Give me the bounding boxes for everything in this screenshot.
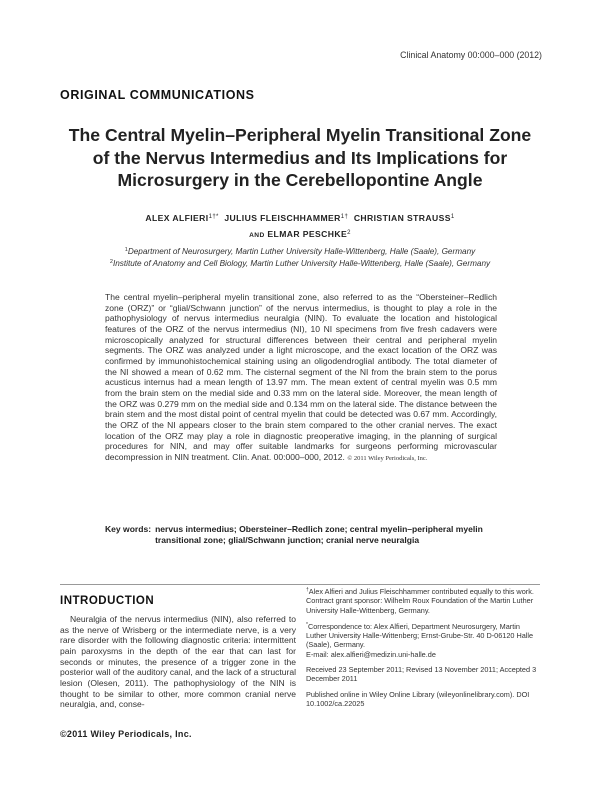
affiliation-text: Institute of Anatomy and Cell Biology, Martin Luther University Halle-Wittenberg, Halle (Saale), Germany [112,259,491,268]
footnote-equal-contribution: †Alex Alfieri and Julius Fleischhammer contributed equally to this work. [306,587,534,596]
abstract-copyright: © 2011 Wiley Periodicals, Inc. [347,454,428,462]
author-name: JULIUS FLEISCHHAMMER [224,213,341,223]
affiliation-line [55,257,545,269]
footnote-correspondence: *Correspondence to: Alex Alfieri, Department Neurosurgery, Martin Luther University Halle-Wittenberg; Ernst-Grube-Str. 40 D-06120 Halle (Saale), Germany. [306,621,534,650]
footnote-asterisk: * [306,621,308,628]
abstract [105,292,497,465]
footnote-dagger: † [306,587,309,593]
keywords-label: Key words: [105,524,152,534]
author-name: CHRISTIAN STRAUSS [353,213,451,223]
article-title: The Central Myelin–Peripheral Myelin Transitional Zone of the Nervus Intermedius and Its Implications for Microsurgery in the Cerebellopontine Angle [68,125,532,190]
author-name: ELMAR PESCHKE [267,229,348,239]
footnote-email: E-mail: alex.alfieri@medizin.uni-halle.de [306,649,436,659]
journal-header: Clinical Anatomy 00:000–000 (2012) [400,50,542,60]
authors-conjunction: AND [249,232,265,239]
footnote-grant: Contract grant sponsor: Wilhelm Roux Foundation of the Martin Luther University Halle-Wittenberg, Germany. [306,596,534,615]
author-name: ALEX ALFIERI [145,213,209,223]
author-superscript: 1†* [208,214,219,220]
affiliation-number: 1 [124,247,128,253]
introduction-heading: INTRODUCTION [60,595,155,607]
section-divider [60,584,540,585]
affiliations [55,245,545,269]
author-superscript: 1 [450,214,455,220]
keywords [105,524,497,546]
author-superscript: 1† [340,214,349,220]
footnote-dates: Received 23 September 2011; Revised 13 November 2011; Accepted 3 December 2011 [306,665,537,684]
author-superscript: 2 [347,230,351,236]
affiliation-text: Department of Neurosurgery, Martin Luther University Halle-Wittenberg, Halle (Saale), Germany [127,247,476,256]
footnote-published: Published online in Wiley Online Library (wileyonlinelibrary.com). DOI 10.1002/ca.22025 [306,689,530,708]
affiliation-number: 2 [109,259,113,265]
abstract-text: The central myelin–peripheral myelin transitional zone, also referred to as the “Obersteiner–Redlich zone (ORZ)” or “glial/Schwann junction” of the nervus intermedius, is thought to play a role in the pathophysiology of nervus intermedius neuralgia (NIN). To evaluate the location and histological features of the ORZ of the nervus intermedius (NI), 10 NI specimens from five fresh cadavers were microscopically analyzed for structural differences between their central and peripheral myelin segments. The ORZ was analyzed under a light microscope, and the exact location of the ORZ was confirmed by immunohistochemical staining using an oligodendroglial antibody. The total diameter of the NI showed a mean of 0.62 mm. The cisternal segment of the NI from the brain stem to the porus acusticus internus had a mean length of 13.97 mm. The mean extent of central myelin was 0.5 mm from the brain stem on the medial side and 0.33 mm on the lateral side. Moreover, the mean length of the ORZ was 0.279 mm on the medial side and 0.134 mm on the lateral side. The distance between the brain stem and the most distal point of central myelin that could be detected was 0.67 mm. Accordingly, the ORZ of the NI appears closer to the brain stem compared to the other cranial nerves. The exact location of the ORZ may play a role in diagnostic preoperative imaging, in the planning of surgical procedures for NIN, and may offer suitable landmarks for surgeons performing microvascular decompression in NIN treatment. Clin. Anat. 00:000–000, 2012. [105,292,497,462]
affiliation-line [55,245,545,257]
introduction-text: Neuralgia of the nervus intermedius (NIN), also referred to as the nerve of Wrisberg or the intermediate nerve, is a very rare disorder with the following diagnostic criteria: intermittent pain paroxysms in the depth of the ear that can last for seconds or minutes, the presence of a trigger zone in the posterior wall of the auditory canal, and the lack of a structural lesion (Olesen, 2011). The pathophysiology of the NIN is thought to be similar to other, more common cranial nerve neuralgia, and, conse- [60,614,296,710]
footer-copyright: ©2011 Wiley Periodicals, Inc. [60,729,192,739]
author-list [60,210,540,243]
keywords-text: nervus intermedius; Obersteiner–Redlich zone; central myelin–peripheral myelin transitional zone; glial/Schwann junction; cranial nerve neuralgia [155,524,483,545]
section-label: ORIGINAL COMMUNICATIONS [60,88,255,102]
footnotes [306,586,542,708]
